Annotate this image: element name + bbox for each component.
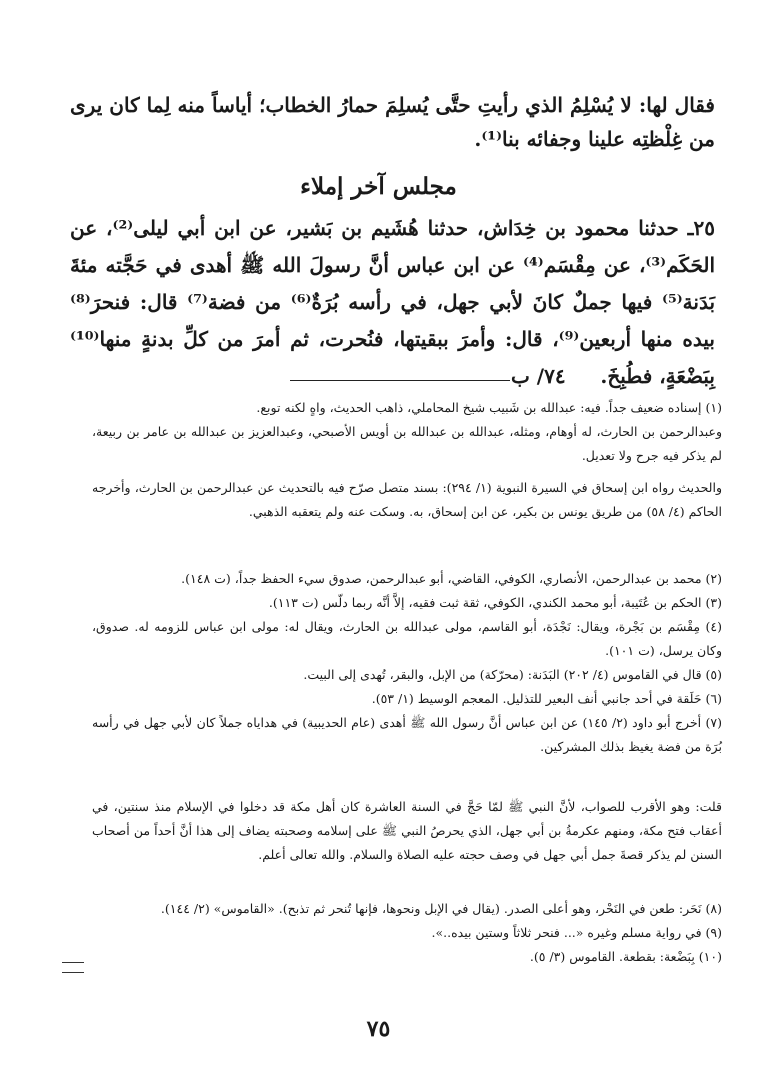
footnote-1-block-a (92, 396, 722, 468)
section-heading: مجلس آخر إملاء (300, 173, 457, 200)
footnote-1-sources: والحديث رواه ابن إسحاق في السيرة النبوية (١/ ٢٩٤): بسند متصل صرّح فيه بالتحديث عن عبدالرحمن بن الحارث، وأخرجه الحاكم (٤/ ٥٨) من طريق يونس بن بكير، عن ابن إسحاق، به. وسكت عنه ولم يتعقبه الذهبي. (92, 480, 723, 519)
footnote-divider (290, 380, 510, 381)
hadith-text: ٢٥ـ حدثنا محمود بن خِدَاش، حدثنا هُشَيم بن بَشير، عن ابن أبي ليلى⁽²⁾، عن الحَكَم⁽³⁾، عن مِقْسَم⁽⁴⁾ عن ابن عباس أنَّ رسولَ الله ﷺ أهدى في حَجَّته مئةَ بَدَنة⁽⁵⁾ فيها جملٌ كانَ لأبي جهل، في رأسه بُرَةٌ⁽⁶⁾ من فضة⁽⁷⁾ قال: فنحرَ⁽⁸⁾ بيده منها أربعين⁽⁹⁾، قال: وأمرَ ببقيتها، فنُحرت، ثم أمرَ من كلِّ بدنةٍ منها⁽¹⁰⁾ بِبَضْعَةٍ، فطُبِخَ. (70, 216, 716, 388)
footnote-7: (٧) أخرج أبو داود (٢/ ١٤٥) عن ابن عباس أنَّ رسول الله ﷺ أهدى (عام الحديبية) في هداياه جملاً كان لأبي جهل في رأسه بُرَة من فضة يغيظ بذلك المشركين. (92, 715, 722, 754)
footnote-4: (٤) مِقْسَم بن بَجْرة، ويقال: نَجْدَة، أبو القاسم، مولى عبدالله بن الحارث، ويقال له: مولى ابن عباس للزومه له. صدوق، وكان يرسل، (ت ١٠١). (92, 619, 722, 658)
footnote-5: (٥) قال في القاموس (٤/ ٢٠٢) البَدَنة: (محرّكة) من الإبل، والبقر، تُهدى إلى البيت. (303, 667, 722, 682)
footnote-8: (٨) نَحَر: طعن في النَحْر، وهو أعلى الصدر. (يقال في الإبل ونحوها، فإنها تُنحر ثم تذبح). «القاموس» (٢/ ١٤٤). (160, 901, 722, 916)
footnotes-2-7 (92, 567, 722, 759)
footnotes-8-10 (92, 897, 722, 969)
footnote-1-block-b (92, 476, 722, 524)
footnote-7-note-block (92, 795, 722, 867)
paragraph-continuation: فقال لها: لا يُسْلِمُ الذي رأيتِ حتَّى يُسلِمَ حمارُ الخطاب؛ أياساً منه لِما كان يرى من غِلْظتِه علينا وجفائه بنا⁽¹⁾. (70, 93, 715, 151)
hadith-paragraph (70, 210, 715, 395)
footnote-9: (٩) في رواية مسلم وغيره «... فنحر ثلاثاً وستين بيده..». (431, 925, 722, 940)
footnote-7-note: قلت: وهو الأقرب للصواب، لأنَّ النبي ﷺ لمّا حَجَّ في السنة العاشرة كان أهل مكة قد دخلوا في الإسلام منذ سنتين، في أعقاب فتح مكة، ومنهم عكرمةُ بن أبي جهل، الذي يحرصُ النبي ﷺ على إسلامه وصحبته يضاف إلى هذا أنَّ أحداً من أصحاب السنن لم يذكر قصةَ جمل أبي جهل في وصف حجته عليه الصلاة والسلام. والله تعالى أعلم. (92, 799, 722, 862)
footnote-6: (٦) حَلَقة في أحد جانبي أنف البعير للتذليل. المعجم الوسيط (١/ ٥٣). (371, 691, 722, 706)
folio-marker: ٧٤/ ب (510, 364, 566, 388)
footnote-3: (٣) الحكم بن عُتَيبة، أبو محمد الكندي، الكوفي، ثقة ثبت فقيه، إلاَّ أنَّه ربما دلّس (ت ١١٣). (268, 595, 722, 610)
footnote-2: (٢) محمد بن عبدالرحمن، الأنصاري، الكوفي، القاضي، أبو عبدالرحمن، صدوق سيء الحفظ جداً، (ت ١٤٨). (181, 571, 722, 586)
margin-mark (62, 962, 84, 973)
page-number: ٧٥ (366, 1016, 391, 1042)
footnote-10: (١٠) بِبَضْعة: بقطعة. القاموس (٣/ ٥). (529, 949, 722, 964)
footnote-1-continued: وعبدالرحمن بن الحارث، له أوهام، ومثله، عبدالله بن عبدالله بن أويس الأصبحي، وعبدالعزيز بن عبدالله بن عامر بن ربيعة، لم يذكر فيه جرح ولا تعديل. (92, 424, 722, 463)
footnote-1: (١) إسناده ضعيف جداً. فيه: عبدالله بن شَبيب شيخ المحاملي، ذاهب الحديث، واهٍ لكنه توبع. (256, 400, 722, 415)
